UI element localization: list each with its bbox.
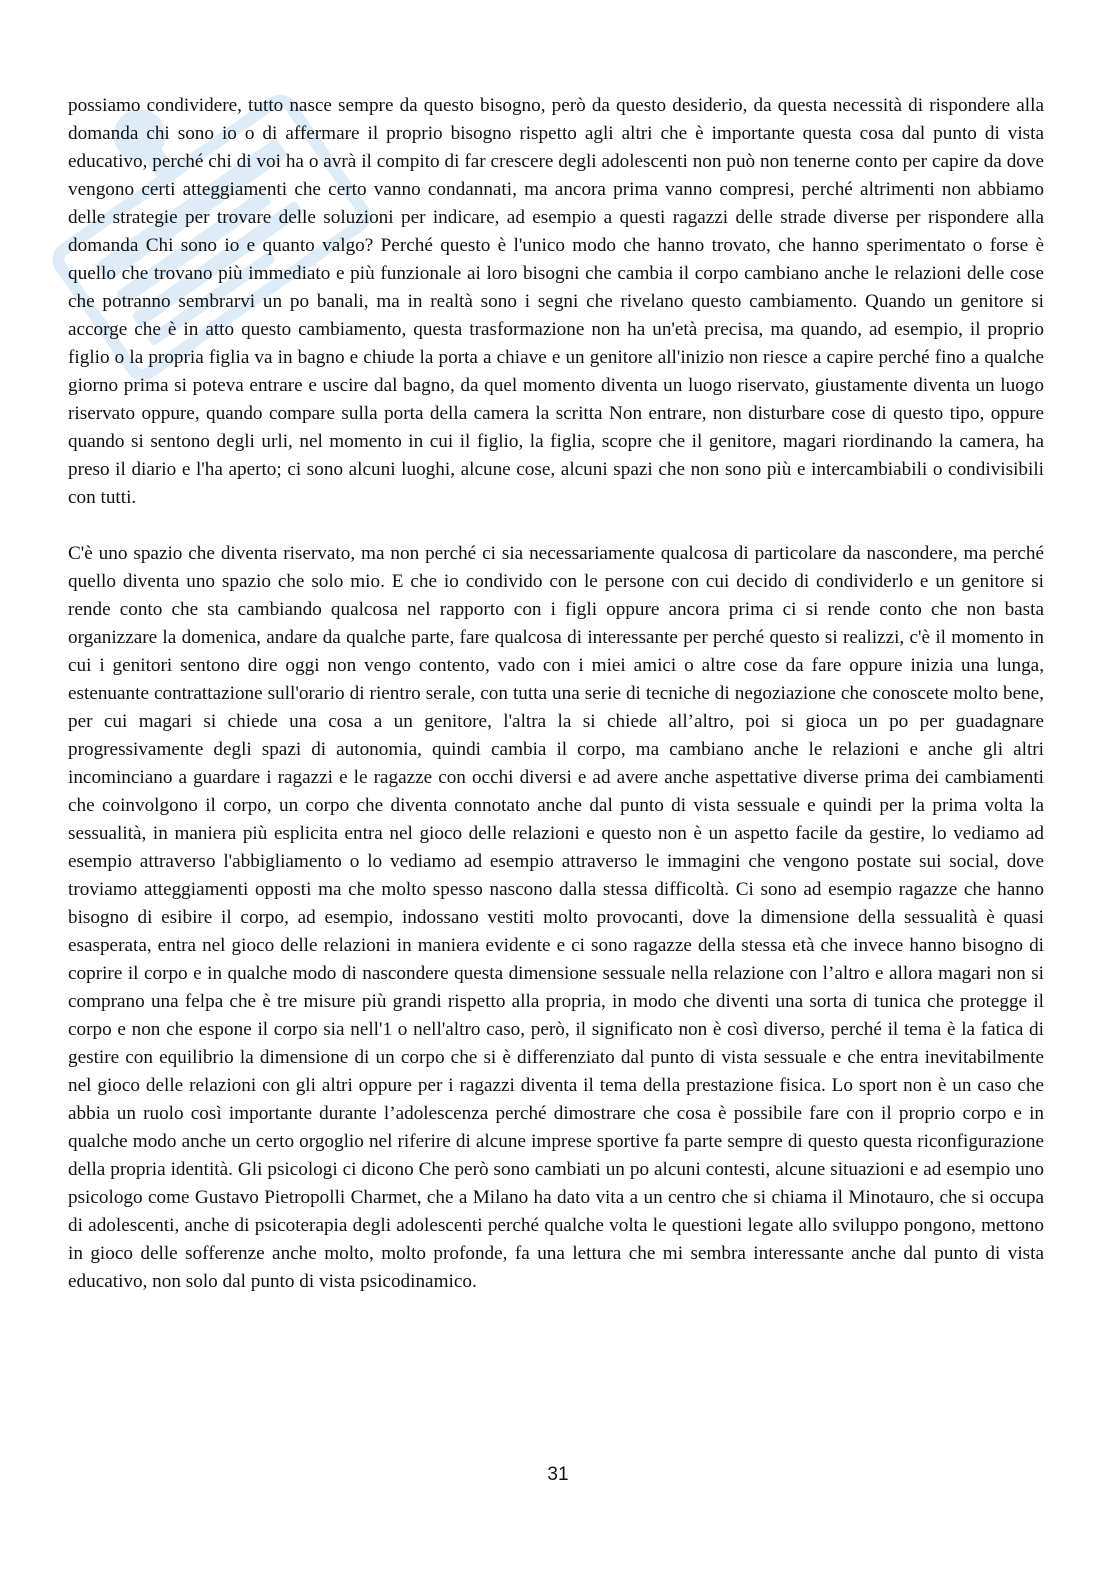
paragraph-2: C'è uno spazio che diventa riservato, ma non perché ci sia necessariamente qualcosa di particolare da nascondere, ma perché quello diventa uno spazio che solo mio. E che io condivido con le persone con cui decido di condividerlo e un genitore si rende conto che sta cambiando qualcosa nel rapporto con i figli oppure ancora prima ci si rende conto che non basta organizzare la domenica, andare da qualche parte, fare qualcosa di interessante per perché questo si realizzi, c'è il momento in cui i genitori sentono dire oggi non vengo contento, vado con i miei amici o altre cose da fare oppure inizia una lunga, estenuante contrattazione sull'orario di rientro serale, con tutta una serie di tecniche di negoziazione che conoscete molto bene, per cui magari si chiede una cosa a un genitore, l'altra la si chiede all’altro, poi si gioca un po per guadagnare progressivamente degli spazi di autonomia, quindi cambia il corpo, ma cambiano anche le relazioni e anche gli altri incominciano a guardare i ragazzi e le ragazze con occhi diversi e ad avere anche aspettative diverse prima dei cambiamenti che coinvolgono il corpo, un corpo che diventa connotato anche dal punto di vista sessuale e quindi per la prima volta la sessualità, in maniera più esplicita entra nel gioco delle relazioni e questo non è un aspetto facile da gestire, lo vediamo ad esempio attraverso l'abbigliamento o lo vediamo ad esempio attraverso le immagini che vengono postate sui social, dove troviamo atteggiamenti opposti ma che molto spesso nascono dalla stessa difficoltà. Ci sono ad esempio ragazze che hanno bisogno di esibire il corpo, ad esempio, indossano vestiti molto provocanti, dove la dimensione della sessualità è quasi esasperata, entra nel gioco delle relazioni in maniera evidente e ci sono ragazze della stessa età che invece hanno bisogno di coprire il corpo e in qualche modo di nascondere questa dimensione sessuale nella relazione con l’altro e allora magari non si comprano una felpa che è tre misure più grandi rispetto alla propria, in modo che diventi una sorta di tunica che protegge il corpo e non che espone il corpo sia nell'1 o nell'altro caso, però, il significato non è così diverso, perché il tema è la fatica di gestire con equilibrio la dimensione di un corpo che si è differenziato dal punto di vista sessuale e che entra inevitabilmente nel gioco delle relazioni con gli altri oppure per i ragazzi diventa il tema della prestazione fisica. Lo sport non è un caso che abbia un ruolo così importante durante l’adolescenza perché dimostrare che cosa è possibile fare con il proprio corpo e in qualche modo anche un certo orgoglio nel riferire di alcune imprese sportive fa parte sempre di questo questa riconfigurazione della propria identità. Gli psicologi ci dicono Che però sono cambiati un po alcuni contesti, alcune situazioni e ad esempio uno psicologo come Gustavo Pietropolli Charmet, che a Milano ha dato vita a un centro che si chiama il Minotauro, che si occupa di adolescenti, anche di psicoterapia degli adolescenti perché qualche volta le questioni legate allo sviluppo pongono, mettono in gioco delle sofferenze anche molto, molto profonde, fa una lettura che mi sembra interessante anche dal punto di vista educativo, non solo dal punto di vista psicodinamico. <box>68 543 1044 1292</box>
paragraph-1: possiamo condividere, tutto nasce sempre da questo bisogno, però da questo desiderio, da questa necessità di rispondere alla domanda chi sono io o di affermare il proprio bisogno rispetto agli altri che è importante questa cosa dal punto di vista educativo, perché chi di voi ha o avrà il compito di far crescere degli adolescenti non può non tenerne conto per capire da dove vengono certi atteggiamenti che certo vanno condannati, ma ancora prima vanno compresi, perché altrimenti non abbiamo delle strategie per trovare delle soluzioni per indicare, ad esempio a questi ragazzi delle strade diverse per rispondere alla domanda Chi sono io e quanto valgo? Perché questo è l'unico modo che hanno trovato, che hanno sperimentato o forse è quello che trovano più immediato e più funzionale ai loro bisogni che cambia il corpo cambiano anche le relazioni delle cose che potranno sembrarvi un po banali, ma in realtà sono i segni che rivelano questo cambiamento. Quando un genitore si accorge che è in atto questo cambiamento, questa trasformazione non ha un'età precisa, ma quando, ad esempio, il proprio figlio o la propria figlia va in bagno e chiude la porta a chiave e un genitore all'inizio non riesce a capire perché fino a qualche giorno prima si poteva entrare e uscire dal bagno, da quel momento diventa un luogo riservato, giustamente diventa un luogo riservato oppure, quando compare sulla porta della camera la scritta Non entrare, non disturbare cose di questo tipo, oppure quando si sentono degli urli, nel momento in cui il figlio, la figlia, scopre che il genitore, magari riordinando la camera, ha preso il diario e l'ha aperto; ci sono alcuni luoghi, alcune cose, alcuni spazi che non sono più e intercambiabili o condivisibili con tutti. <box>68 95 1044 508</box>
page-number: 31 <box>547 1464 569 1485</box>
document-page <box>68 92 1044 1296</box>
